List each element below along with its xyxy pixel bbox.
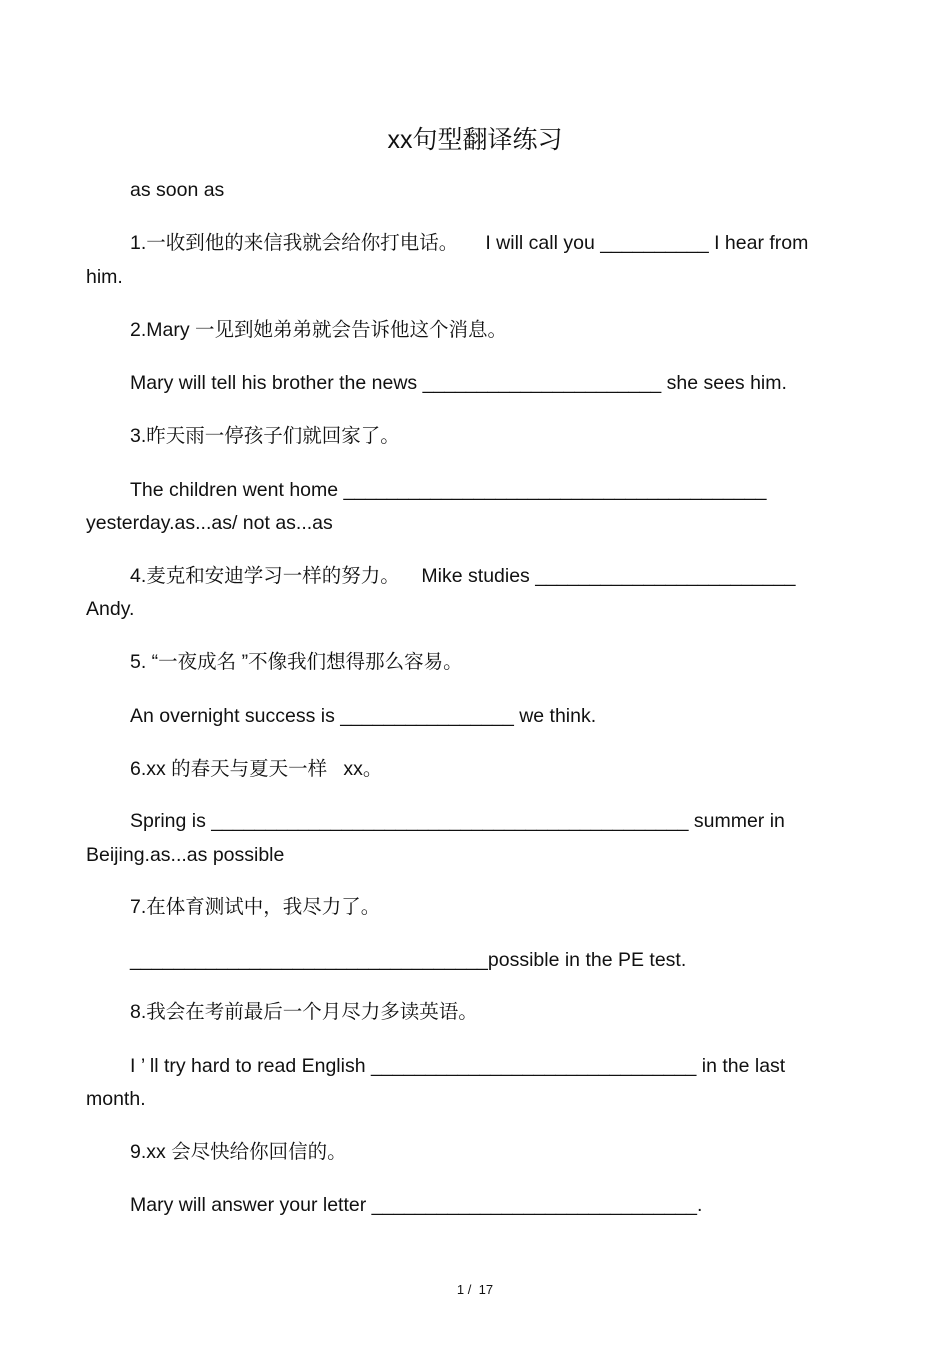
document-title: xx句型翻译练习 (387, 126, 563, 154)
exercise-4-continuation: Andy. (86, 598, 135, 620)
exercise-8-prompt: 8.我会在考前最后一个月尽力多读英语。 (130, 1001, 478, 1023)
exercise-9-sentence: Mary will answer your letter ______________________________. (130, 1194, 703, 1216)
exercise-1-prompt: 1.一收到他的来信我就会给你打电话。 I will call you __________ I hear from (130, 232, 809, 254)
exercise-5-prompt: 5. “一夜成名 ”不像我们想得那么容易。 (130, 651, 463, 673)
exercise-4-prompt: 4.麦克和安迪学习一样的努力。 Mike studies ________________________ (130, 565, 796, 587)
exercise-1-continuation: him. (86, 266, 123, 288)
exercise-9-prompt: 9.xx 会尽快给你回信的。 (130, 1141, 347, 1163)
section-heading-as-soon-as: as soon as (130, 179, 225, 201)
exercise-3-prompt: 3.昨天雨一停孩子们就回家了。 (130, 425, 400, 447)
exercise-2-sentence: Mary will tell his brother the news ______________________ she sees him. (130, 372, 787, 394)
page-number: 1 / 17 (456, 1282, 494, 1297)
exercise-3-sentence: The children went home _______________________________________ (130, 479, 767, 501)
exercise-6-continuation: Beijing.as...as possible (86, 844, 285, 866)
exercise-5-sentence: An overnight success is ________________ we think. (130, 705, 597, 727)
exercise-7-prompt: 7.在体育测试中，我尽力了。 (130, 896, 381, 918)
exercise-8-sentence: I ’ ll try hard to read English ______________________________ in the last (130, 1055, 786, 1077)
exercise-2-prompt: 2.Mary 一见到她弟弟就会告诉他这个消息。 (130, 319, 508, 341)
exercise-3-continuation: yesterday.as...as/ not as...as (86, 512, 333, 534)
exercise-6-sentence: Spring is ____________________________________________ summer in (130, 810, 785, 832)
exercise-7-sentence: _________________________________possible in the PE test. (130, 949, 687, 971)
exercise-8-continuation: month. (86, 1088, 146, 1110)
exercise-6-prompt: 6.xx 的春天与夏天一样 xx。 (130, 758, 383, 780)
